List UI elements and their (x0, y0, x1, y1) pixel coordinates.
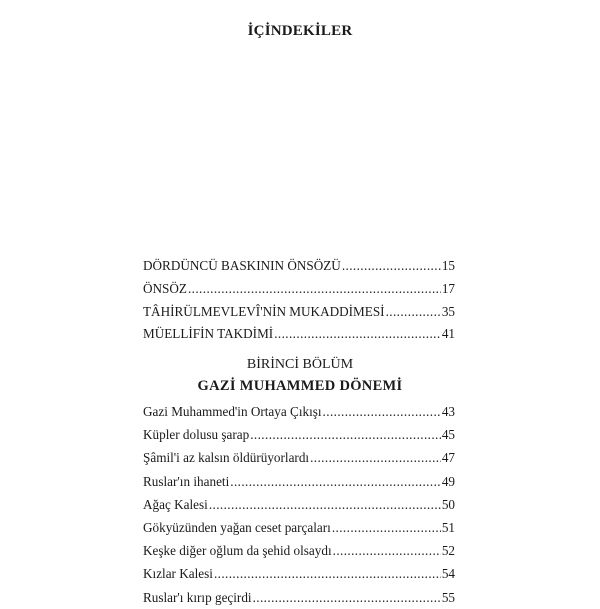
leader-dots (310, 446, 441, 469)
toc-entry-page: 50 (441, 496, 455, 512)
leader-dots (333, 539, 441, 562)
leader-dots (323, 400, 441, 423)
toc-entry-label: Küpler dolusu şarap (143, 427, 250, 443)
toc-entry-page: 41 (441, 326, 455, 342)
toc-entry-page: 52 (441, 543, 455, 559)
leader-dots (209, 493, 441, 516)
leader-dots (274, 323, 441, 346)
toc-entry-page: 35 (441, 303, 455, 319)
toc-entry (143, 470, 455, 493)
section-entry-list (143, 400, 455, 609)
toc-entry-label: Ruslar'ı kırıp geçirdi (143, 589, 252, 605)
toc-entry-page: 51 (441, 519, 455, 535)
toc-entry-label: Ruslar'ın ihaneti (143, 473, 230, 489)
toc-entry (143, 400, 455, 423)
toc-entry (143, 255, 455, 278)
toc-entry-label: Gazi Muhammed'in Ortaya Çıkışı (143, 404, 322, 419)
toc-entry-page: 54 (441, 566, 455, 582)
toc-entry (143, 586, 455, 609)
toc-entry-label: Kızlar Kalesi (143, 566, 213, 582)
toc-entry-page: 15 (441, 258, 455, 273)
toc-entry-label: ÖNSÖZ (143, 280, 187, 296)
leader-dots (342, 255, 441, 278)
toc-entry (143, 278, 455, 301)
toc-entry (143, 423, 455, 446)
toc-entry-label: Gökyüzünden yağan ceset parçaları (143, 519, 331, 535)
toc-entry (143, 301, 455, 324)
section-label: BİRİNCİ BÖLÜM (246, 357, 354, 372)
toc-entry-page: 17 (441, 280, 455, 296)
toc-entry-page: 45 (441, 427, 455, 443)
leader-dots (250, 423, 441, 446)
toc-entry-page: 43 (441, 404, 455, 419)
toc-entry (143, 539, 455, 562)
section-title: GAZİ MUHAMMED DÖNEMİ (197, 378, 403, 394)
toc-entry (143, 493, 455, 516)
toc-entry-page: 49 (441, 473, 455, 489)
toc-entry (143, 446, 455, 469)
toc-entry-label: Şâmil'i az kalsın öldürüyorlardı (143, 450, 310, 466)
leader-dots (230, 470, 441, 493)
toc-entry-label: Keşke diğer oğlum da şehid olsaydı (143, 543, 332, 559)
front-matter-list (143, 255, 455, 346)
leader-dots (386, 301, 441, 324)
toc-entry-page: 47 (441, 450, 455, 466)
toc-entry (143, 516, 455, 539)
leader-dots (214, 562, 441, 585)
page-title: İÇİNDEKİLER (247, 23, 353, 39)
leader-dots (188, 278, 441, 301)
toc-entry (143, 562, 455, 585)
toc-entry-label: DÖRDÜNCÜ BASKININ ÖNSÖZÜ (143, 258, 341, 273)
toc-entry (143, 323, 455, 346)
toc-entry-label: Ağaç Kalesi (143, 496, 208, 512)
toc-entry-page: 55 (441, 589, 455, 605)
leader-dots (332, 516, 441, 539)
toc-entry-label: TÂHİRÜLMEVLEVÎ'NİN MUKADDİMESİ (143, 303, 385, 319)
toc-entry-label: MÜELLİFİN TAKDİMİ (143, 326, 274, 342)
leader-dots (253, 586, 441, 609)
